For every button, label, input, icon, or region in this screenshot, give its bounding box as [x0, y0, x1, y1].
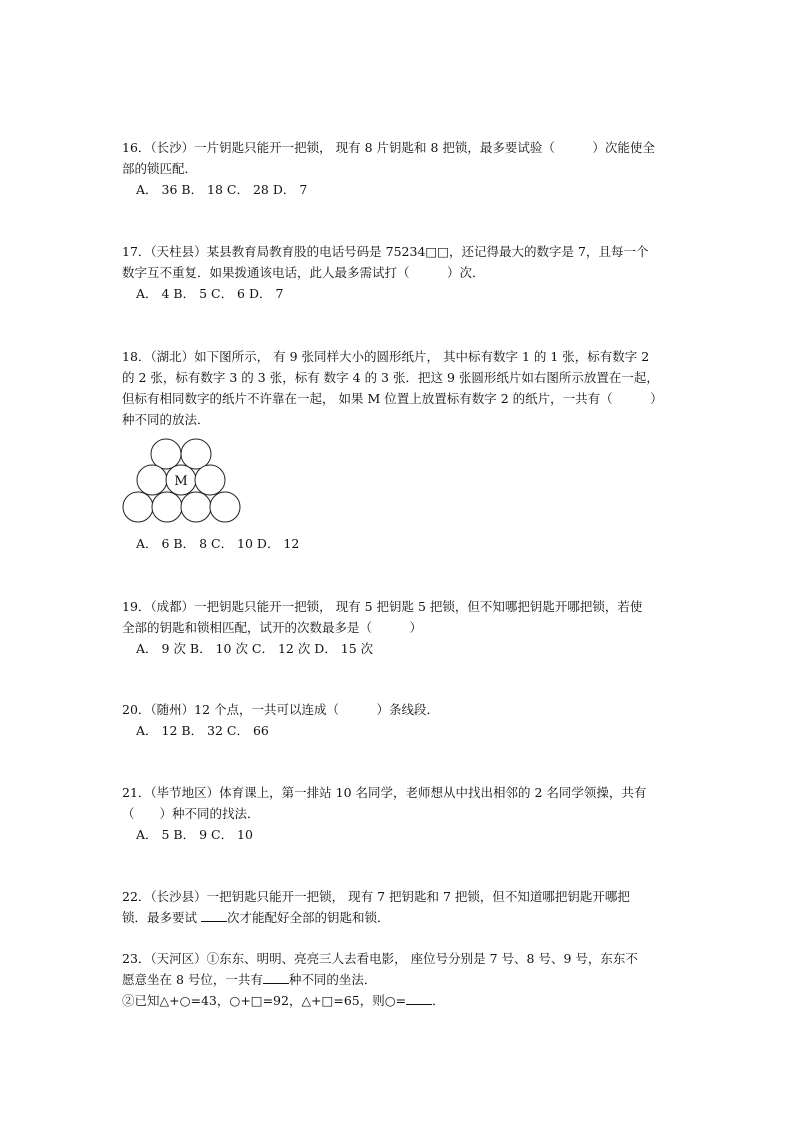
question-20-options: A． 12 B． 32 C． 66: [136, 723, 269, 738]
question-23-line-3: [122, 990, 682, 1011]
question-16-options: A． 36 B． 18 C． 28 D． 7: [136, 182, 308, 197]
question-18-line-2: 的 2 张，标有数字 3 的 3 张，标有 数字 4 的 3 张．把这 9 张圆形纸片如右图所示放置在一起，: [122, 370, 659, 385]
figure-circle-row2-1: [137, 465, 167, 495]
question-22-line-2-start: 锁．最多要试: [122, 910, 201, 925]
question-23-line-1: 23．（天河区）①东东、明明、亮亮三人去看电影， 座位号分别是 7 号、8 号、9 号，东东不: [122, 951, 638, 966]
question-23-line-2-end: 种不同的坐法．: [288, 972, 377, 987]
question-19: [122, 596, 682, 659]
question-18-options-block: [122, 533, 682, 554]
question-23-line-3-start: ②已知△+○=43，○+□=92，△+□=65，则○=: [122, 993, 407, 1008]
question-18-line-1: 18．（湖北）如下图所示， 有 9 张同样大小的圆形纸片， 其中标有数字 1 的 1 张，标有数字 2: [122, 349, 650, 364]
figure-circle-row3-1: [123, 492, 153, 522]
question-16-line-2: 部的锁匹配．: [122, 161, 198, 176]
question-18-options: A． 6 B． 8 C． 10 D． 12: [136, 536, 300, 551]
question-17-line-1: 17．（天柱县）某县教育局教育股的电话号码是 75234□□，还记得最大的数字是 7，且每一个: [122, 244, 649, 259]
question-17: [122, 241, 682, 304]
figure-label-m: M: [174, 474, 188, 489]
question-21: [122, 782, 682, 845]
figure-circle-row3-3: [181, 492, 211, 522]
question-21-options: A． 5 B． 9 C． 10: [136, 827, 253, 842]
question-21-line-1: 21．（毕节地区）体育课上，第一排站 10 名同学，老师想从中找出相邻的 2 名同学领操，共有: [122, 785, 647, 800]
question-23-line-2: [122, 969, 682, 990]
question-21-line-2: （ ）种不同的找法．: [122, 806, 260, 821]
question-22-line-2-end: 次才能配好全部的钥匙和锁．: [226, 910, 390, 925]
question-22-line-2: [122, 907, 682, 928]
figure-circle-row3-4: [210, 492, 240, 522]
question-16-line-1: 16．（长沙）一片钥匙只能开一把锁， 现有 8 片钥匙和 8 把锁，最多要试验（ ）次能使全: [122, 140, 655, 155]
question-20-line-1: 20．（随州）12 个点，一共可以连成（ ）条线段．: [122, 702, 440, 717]
question-23: [122, 948, 682, 1011]
question-17-line-2: 数字互不重复．如果拨通该电话，此人最多需试打（ ）次．: [122, 265, 485, 280]
question-18-line-3: 但标有相同数字的纸片不许靠在一起， 如果 M 位置上放置标有数字 2 的纸片，一共有（ ）: [122, 391, 663, 406]
figure-circle-row3-2: [152, 492, 182, 522]
question-19-line-1: 19．（成都）一把钥匙只能开一把锁， 现有 5 把钥匙 5 把锁，但不知哪把钥匙开哪把锁，若使: [122, 599, 643, 614]
question-23-line-3-end: ．: [432, 993, 445, 1008]
figure-circle-row2-3: [195, 465, 225, 495]
question-23-line-2-start: 愿意坐在 8 号位，一共有: [122, 972, 263, 987]
circle-figure: [122, 438, 244, 524]
figure-circle-row1-2: [181, 439, 211, 469]
question-22: [122, 886, 682, 928]
question-19-line-2: 全部的钥匙和锁相匹配，试开的次数最多是（ ）: [122, 620, 423, 635]
question-20: [122, 699, 682, 741]
question-18-line-4: 种不同的放法．: [122, 412, 210, 427]
answer-blank: [263, 969, 289, 984]
question-18: [122, 346, 682, 430]
answer-blank: [201, 907, 227, 922]
question-19-options: A． 9 次 B． 10 次 C． 12 次 D． 15 次: [136, 641, 374, 656]
answer-blank: [406, 990, 432, 1005]
figure-circle-row1-1: [151, 439, 181, 469]
question-17-options: A． 4 B． 5 C． 6 D． 7: [136, 286, 284, 301]
question-22-line-1: 22．（长沙县）一把钥匙只能开一把锁， 现有 7 把钥匙和 7 把锁，但不知道哪把钥匙开哪把: [122, 889, 630, 904]
question-16: [122, 137, 682, 200]
